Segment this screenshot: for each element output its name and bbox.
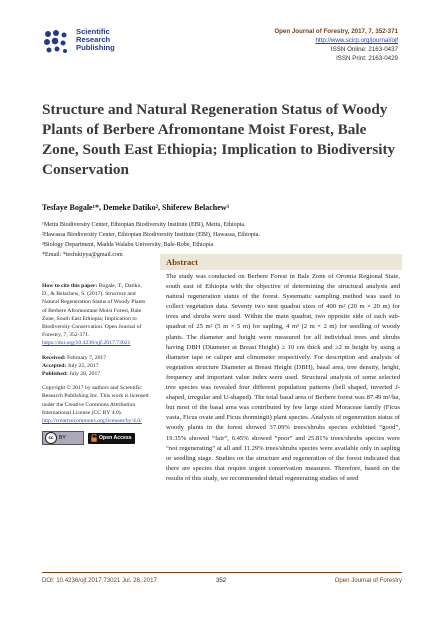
license-text: Copyright © 2017 by authors and Scientific Research Publishing Inc. This work is licensed under the Creative Commons Attribution International License (CC BY 4.0). <box>42 385 149 416</box>
accepted-date: July 25, 2017 <box>67 362 99 369</box>
footer-journal: Open Journal of Forestry <box>334 577 402 584</box>
open-access-badge <box>88 433 135 444</box>
dates-block <box>42 354 150 379</box>
publisher-name: Scientific Research Publishing <box>76 27 115 53</box>
published-label: Published: <box>42 371 68 378</box>
received-label: Received: <box>42 354 66 361</box>
publisher-logo <box>42 24 124 68</box>
corresponding-email: *Email: *tesfukiyya@gmail.com <box>42 252 123 258</box>
open-lock-icon <box>91 434 97 442</box>
issn-online: ISSN Online: 2163-0437 <box>330 46 398 53</box>
received-date: February 7, 2017 <box>67 354 107 361</box>
journal-header <box>274 27 398 63</box>
doi-link[interactable]: https://doi.org/10.4236/ojf.2017.73021 <box>42 340 131 347</box>
paper-title: Structure and Natural Regeneration Status of Woody Plants of Berbere Afromontane Moist Forest, Bale Zone, South East Ethiopia; Implication to Biodiversity Conservation <box>42 101 396 178</box>
article-info-column <box>42 282 150 445</box>
affiliation-3: ³Biology Department, Madda Walabu University, Bale-Robe, Ethiopia <box>42 242 214 248</box>
citation-heading: How to cite this paper: <box>42 283 98 289</box>
cc-icon: cc <box>45 432 57 444</box>
scirp-logo-icon <box>42 28 72 58</box>
abstract-text: The study was conducted on Berbere Forest in Bale Zone of Oromia Regional State, south east of Ethiopia with the objective of determining the structural analysis and natural regeneration status of the forest. Systematic sampling method was used to collect vegetation data. Seventy two nest quadrat sizes of 400 m² (20 m × 20 m) for trees and shrubs were used. Within the main quadrat, two opposite side of each sub-quadrat of 25 m² (5 m × 5 m) for sapling, 4 m² (2 m × 2 m) for seedling of woody plants. The diameter and height were measured for all individual trees and shrubs having DBH (Diameter at Breast Height) ≥ 10 cm thick and ≥2 m height by using a diameter tape or caliper and clinometer respectively. For description and analysis of vegetation structure Diameter at Breast Height (DBH), basal area, tree density, height, frequency and important value index were used. Structural analysis of some selected tree species was revealed four different population patterns (bell shaped, inverted J-shaped, irregular and U-shaped). The total basal area of Berbere forest was 87.49 m²/ha, but most of the basal area was contributed by few large sized Moraceae family (Ficus vasta, Ficus ovate and Ficus thonningii) plant species. Analysis of regeneration status of woody plants in the forest showed 37.09% trees/shrubs species exhibited “good”, 19.35% showed “fair”, 6.45% showed “poor” and 25.81% trees/shrubs species were “not regenerating” at all and 11.29% trees/shrubs species were available only in sapling or seedling stage. Studies on the structure and regeneration of the forest indicated that there are species that require urgent conservation measures. Therefore, based on the results of this study, we recommended detail regenerating studies of seed <box>166 273 400 482</box>
journal-citation: Open Journal of Forestry, 2017, 7, 352-371 <box>274 28 398 35</box>
license-link[interactable]: http://creativecommons.org/licenses/by/4.0/ <box>42 418 142 425</box>
journal-url-link[interactable]: http://www.scirp.org/journal/ojf <box>315 37 398 44</box>
citation-text: Bogale, T., Datiko, D., & Belachew, S. (2017). Structure and Natural Regeneration Status of Woody Plants of Berbere Afromontane Moist Forest, Bale Zone, South East Ethiopia; Implication to Biodiversity Conservation. Open Journal of Forestry, 7, 352-371. <box>42 283 146 339</box>
author-list: Tesfaye Bogale¹*, Demeke Datiko², Shiferew Belachew³ <box>42 203 229 212</box>
open-access-label: Open Access <box>99 435 132 442</box>
issn-print: ISSN Print: 2163-0429 <box>336 55 398 62</box>
footer-doi: DOI: 10.4236/ojf.2017.73021 Jul. 28, 2017 <box>42 577 157 584</box>
citation-block <box>42 282 150 348</box>
license-block <box>42 384 150 425</box>
published-date: July 28, 2017 <box>69 371 101 378</box>
cc-by-badge[interactable] <box>42 431 84 445</box>
page-number: 352 <box>216 577 227 584</box>
accepted-label: Accepted: <box>42 362 67 369</box>
affiliation-2: ²Hawassa Biodiversity Center, Ethiopian Biodiversity Institute (EBI), Hawassa, Ethiopia. <box>42 232 260 238</box>
footer-divider <box>42 572 402 573</box>
affiliation-1: ¹Mettu Biodiversity Center, Ethiopian Biodiversity Institute (EBI), Mettu, Ethiopia. <box>42 222 246 228</box>
cc-by-label: BY <box>59 435 66 442</box>
license-badges <box>42 431 150 445</box>
abstract-heading: Abstract <box>166 257 198 267</box>
